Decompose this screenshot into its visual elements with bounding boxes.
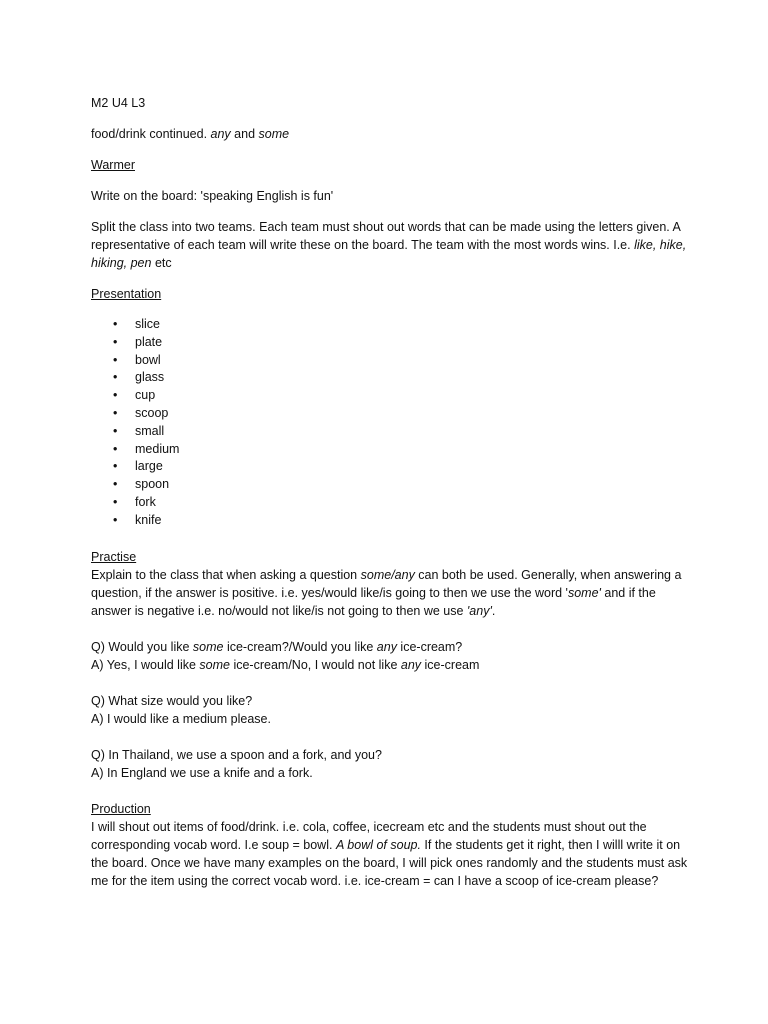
presentation-heading: Presentation (91, 287, 162, 301)
list-item: • glass (113, 369, 688, 387)
practise-some-any: some/any (360, 567, 415, 582)
warmer-etc: etc (151, 256, 172, 270)
production-paragraph (91, 818, 688, 890)
answer-1 (91, 656, 688, 674)
list-item: • cup (113, 387, 688, 405)
list-item: • slice (113, 316, 688, 334)
vocab-list (91, 316, 688, 530)
topic-any: any (210, 127, 231, 141)
list-item: • spoon (113, 476, 688, 494)
lesson-topic (91, 125, 688, 143)
q1-text-c: ice-cream? (396, 639, 463, 654)
question-3: Q) In Thailand, we use a spoon and a fork, and you? (91, 747, 382, 762)
warmer-paragraph (91, 218, 688, 272)
q1-text-b: ice-cream?/Would you like (223, 639, 377, 654)
a1-text-c: ice-cream (421, 657, 480, 672)
list-item: • small (113, 423, 688, 441)
answer-3: A) In England we use a knife and a fork. (91, 765, 313, 780)
question-2: Q) What size would you like? (91, 693, 253, 708)
q1-some: some (192, 639, 224, 654)
a1-some: some (199, 657, 230, 672)
warmer-instruction: Write on the board: 'speaking English is fun' (91, 189, 334, 203)
topic-and: and (230, 127, 259, 141)
practise-paragraph (91, 566, 688, 620)
a1-any: any (400, 657, 422, 672)
list-item: • plate (113, 334, 688, 352)
list-item: • scoop (113, 405, 688, 423)
production-text-2: If the students get it right, then I willl write it on the board. Once we have many examples on the board, I will pick ones randomly and the students must ask me for the item using the correct vocab word. i.e. ice-cream = can I have a scoop of ice-cream please? (91, 837, 688, 888)
topic-some: some (258, 127, 290, 141)
list-item: • bowl (113, 352, 688, 370)
practise-heading: Practise (91, 549, 137, 564)
question-1 (91, 638, 688, 656)
warmer-examples: like, hike, hiking, pen (91, 238, 687, 270)
practise-text-2: can both be used. Generally, when answering a question, if the answer is positive. i.e. yes/would like/is going to then we use the word ' (91, 567, 682, 600)
topic-text: food/drink continued. (91, 127, 211, 141)
list-item: • medium (113, 441, 688, 459)
production-example: A bowl of soup. (335, 837, 421, 852)
warmer-text: Split the class into two teams. Each team must shout out words that can be made using the letters given. A representative of each team will write these on the board. The team with the most words wins. I.e. (91, 220, 681, 252)
warmer-heading: Warmer (91, 158, 135, 172)
answer-2: A) I would like a medium please. (91, 711, 271, 726)
practise-text-3: and if the answer is negative i.e. no/would not like/is not going to then we use (91, 585, 656, 618)
a1-text-a: A) Yes, I would like (91, 657, 200, 672)
production-text-1: I will shout out items of food/drink. i.e. cola, coffee, icecream etc and the students must shout out the corresponding vocab word. I.e soup = bowl. (91, 819, 647, 852)
q1-text-a: Q) Would you like (91, 639, 193, 654)
a1-text-b: ice-cream/No, I would not like (229, 657, 401, 672)
practise-some: some' (567, 585, 601, 600)
practise-any: 'any' (466, 603, 492, 618)
list-item: • knife (113, 512, 688, 530)
practise-period: . (491, 603, 496, 618)
q1-any: any (376, 639, 397, 654)
production-heading: Production (91, 801, 151, 816)
list-item: • large (113, 458, 688, 476)
practise-text-1: Explain to the class that when asking a question (91, 567, 361, 582)
list-item: • fork (113, 494, 688, 512)
lesson-code: M2 U4 L3 (91, 96, 146, 110)
